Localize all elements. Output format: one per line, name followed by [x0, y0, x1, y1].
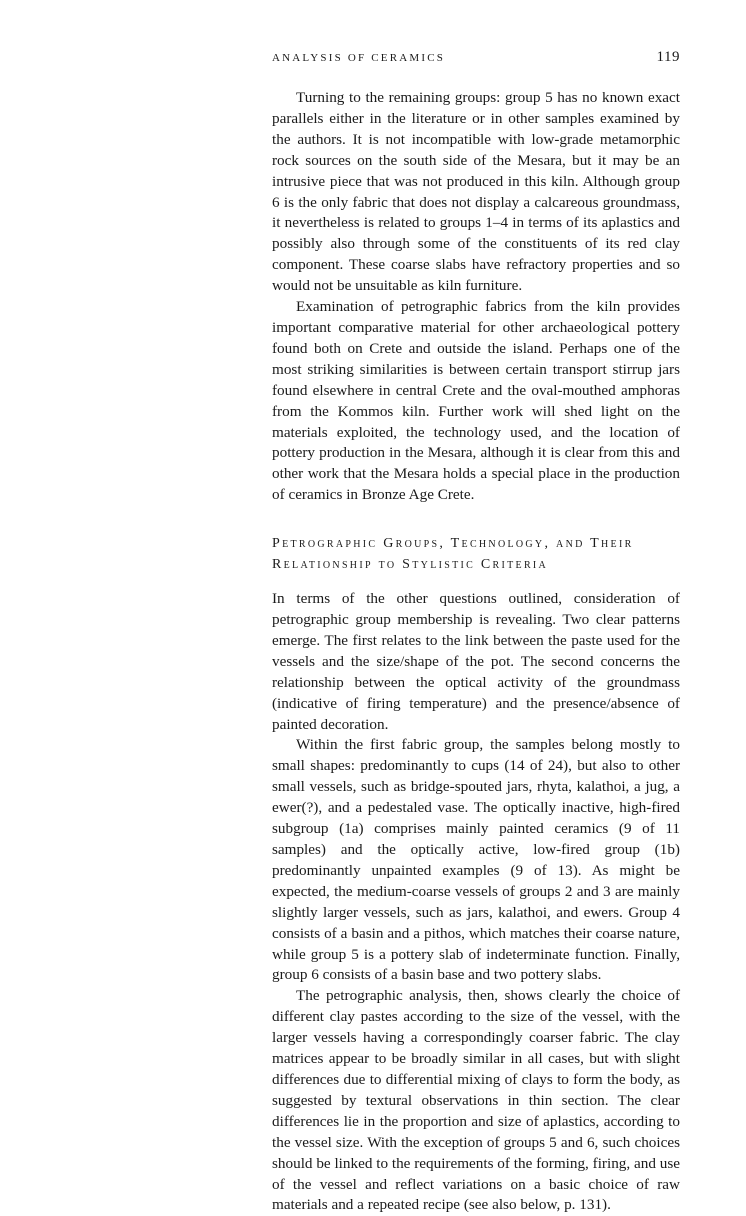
section-heading [272, 533, 680, 575]
section-heading-line-2: Relationship to Stylistic Criteria [272, 557, 549, 573]
paragraph-petrographic-analysis: The petrographic analysis, then, shows clearly the choice of different clay pastes according to the size of the vessel, with the larger vessels having a correspondingly coarser fabric. The clay matrices appear to be broadly similar in all cases, but with slight differences due to differential mixing of clays to form the body, as suggested by textural observations in thin section. The clear differences lie in the proportion and size of aplastics, according to the vessel size. With the exception of groups 5 and 6, such choices should be linked to the requirements of the forming, firing, and use of the vessel and reflect variations on a basic choice of raw materials and a repeated recipe (see also below, p. 131). [272, 987, 680, 1214]
paragraph-first-fabric-group: Within the first fabric group, the samples belong mostly to small shapes: predominantly to cups (14 of 24), but also to other small vessels, such as bridge-spouted jars, rhyta, kalathoi, a jug, a ewer(?), and a pedestaled vase. The optically inactive, high-fired subgroup (1a) comprises mainly painted ceramics (9 of 11 samples) and the optically active, low-fired group (1b) predominantly unpainted examples (9 of 13). As might be expected, the medium-coarse vessels of groups 2 and 3 are mainly slightly larger vessels, such as jars, kalathoi, and ewers. Group 4 consists of a basin and a pithos, which matches their coarse nature, while group 5 is a pottery slab of indeterminate function. Finally, group 6 consists of a basin base and two pottery slabs. [272, 736, 680, 984]
paragraph-examination: Examination of petrographic fabrics from the kiln provides important comparative material for other archaeological pottery found both on Crete and outside the island. Perhaps one of the most striking similarities is between certain transport stirrup jars found elsewhere in central Crete and the oval-mouthed amphoras from the Kommos kiln. Further work will shed light on the materials exploited, the technology used, and the location of pottery production in the Mesara, although it is clear from this and other work that the Mesara holds a special place in the production of ceramics in Bronze Age Crete. [272, 298, 680, 504]
section-heading-line-1: Petrographic Groups, Technology, and Their [272, 536, 634, 552]
paragraph-questions-outlined: In terms of the other questions outlined, consideration of petrographic group membership is revealing. Two clear patterns emerge. The first relates to the link between the paste used for the vessels and the size/shape of the pot. The second concerns the relationship between the optical activity of the groundmass (indicative of firing temperature) and the presence/absence of painted decoration. [272, 590, 680, 733]
body-text [272, 88, 680, 1216]
paragraph-remaining-groups: Turning to the remaining groups: group 5 has no known exact parallels either in the literature or in other samples examined by the authors. It is not incompatible with low-grade metamorphic rock sources on the south side of the Mesara, but it may be an intrusive piece that was not produced in this kiln. Although group 6 is the only fabric that does not display a calcareous groundmass, it nevertheless is related to groups 1–4 in terms of its aplastics and possibly also through some of the constituents of its red clay component. These coarse slabs have refractory properties and so would not be unsuitable as kiln furniture. [272, 89, 680, 295]
page-number: 119 [656, 49, 680, 65]
running-head: ANALYSIS OF CERAMICS [272, 52, 446, 64]
